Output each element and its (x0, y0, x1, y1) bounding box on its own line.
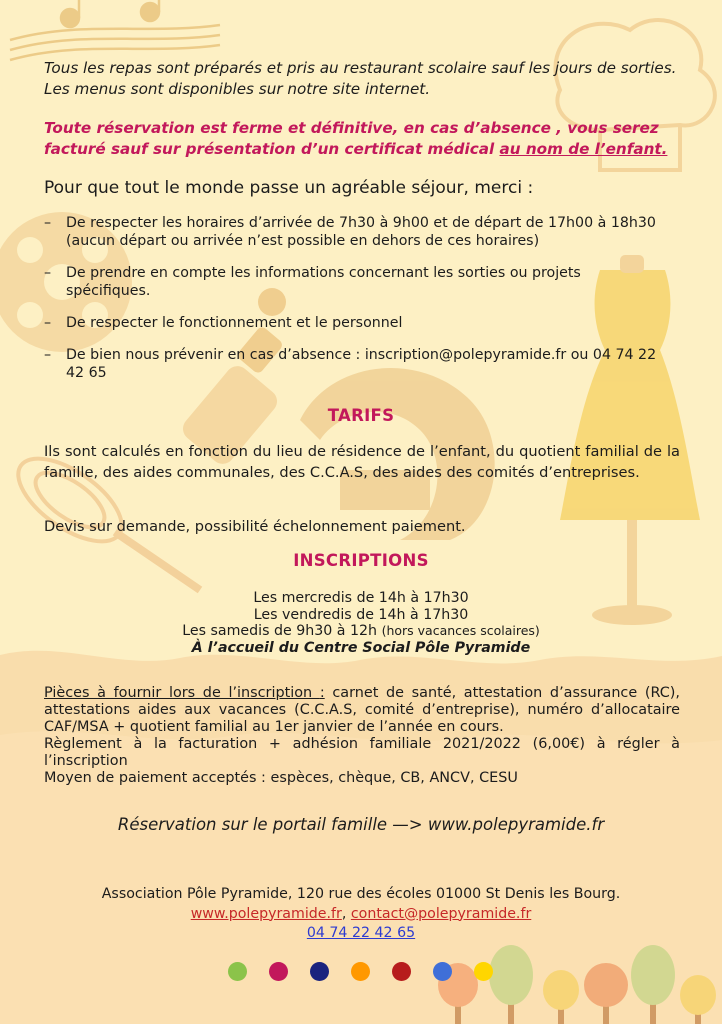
list-item: – De respecter le fonctionnement et le personnel (44, 314, 664, 332)
notice-underlined: au nom de l’enfant. (499, 140, 668, 158)
footer (0, 885, 722, 944)
dot-icon (228, 962, 247, 981)
list-item: – De bien nous prévenir en cas d’absence : inscription@polepyramide.fr ou 04 74 22 42 65 (44, 346, 664, 382)
rules-lead: Pour que tout le monde passe un agréable séjour, merci : (44, 178, 534, 198)
footer-phone-line (0, 924, 722, 944)
documents-section (44, 685, 680, 787)
schedule-line-text: Les samedis de 9h30 à 12h (182, 623, 382, 639)
link-separator: , (341, 905, 351, 922)
rules-list (44, 214, 664, 396)
inscriptions-heading: INSCRIPTIONS (293, 551, 429, 570)
documents-colon: : (319, 685, 325, 701)
notice-text: Toute réservation est ferme et définitive, en cas d’absence , vous serez facturé sauf sur présentation d’un certificat médical (44, 119, 659, 158)
dot-icon (474, 962, 493, 981)
list-item: – De prendre en compte les informations concernant les sorties ou projets spécifiques. (44, 264, 664, 300)
reservation-notice (44, 118, 684, 160)
phone-link[interactable]: 04 74 22 42 65 (306, 925, 416, 941)
documents-paragraph (44, 685, 680, 736)
color-dots (228, 962, 498, 982)
payment-methods: Moyen de paiement acceptés : espèces, chèque, CB, ANCV, CESU (44, 770, 518, 786)
email-link[interactable]: contact@polepyramide.fr (350, 905, 532, 922)
dot-icon (433, 962, 452, 981)
intro-text: Tous les repas sont préparés et pris au restaurant scolaire sauf les jours de sorties. Les menus sont disponibles sur notre site internet. (44, 59, 677, 98)
dot-icon (310, 962, 329, 981)
tarifs-text: Ils sont calculés en fonction du lieu de résidence de l’enfant, du quotient familial de la famille, des aides communales, des C.C.A.S, des aides des comités d’entreprises. (44, 443, 680, 481)
devis-text: Devis sur demande, possibilité échelonnement paiement. (44, 518, 466, 535)
inscription-schedule (0, 590, 722, 656)
dot-icon (269, 962, 288, 981)
dot-icon (351, 962, 370, 981)
documents-list: carnet de santé, attestation d’assurance (RC), attestations aides aux vacances (C.C.A.S, comité d’entreprise), numéro d’allocataire CAF/MSA + quotient familial au 1er janvier de l’année en cours. (44, 685, 680, 735)
list-item: – De respecter les horaires d’arrivée de 7h30 à 9h00 et de départ de 17h00 à 18h30 (aucun départ ou arrivée n’est possible en dehors de ces horaires) (44, 214, 664, 250)
schedule-note: (hors vacances scolaires) (381, 623, 540, 638)
footer-links (0, 905, 722, 925)
tarifs-heading: TARIFS (327, 406, 395, 425)
footer-address: Association Pôle Pyramide, 120 rue des écoles 01000 St Denis les Bourg. (101, 886, 621, 902)
schedule-line: Les vendredis de 14h à 17h30 (253, 606, 469, 623)
documents-label: Pièces à fournir lors de l’inscription (44, 685, 320, 701)
reglement-text: Règlement à la facturation + adhésion familiale 2021/2022 (6,00€) à régler à l’inscription (44, 736, 680, 769)
schedule-line (0, 623, 722, 640)
website-link[interactable]: www.polepyramide.fr (190, 905, 342, 922)
dot-icon (392, 962, 411, 981)
portal-reservation: Réservation sur le portail famille —> www.polepyramide.fr (117, 815, 605, 834)
schedule-line: Les mercredis de 14h à 17h30 (253, 590, 469, 606)
inscription-place: À l’accueil du Centre Social Pôle Pyramide (191, 639, 531, 656)
